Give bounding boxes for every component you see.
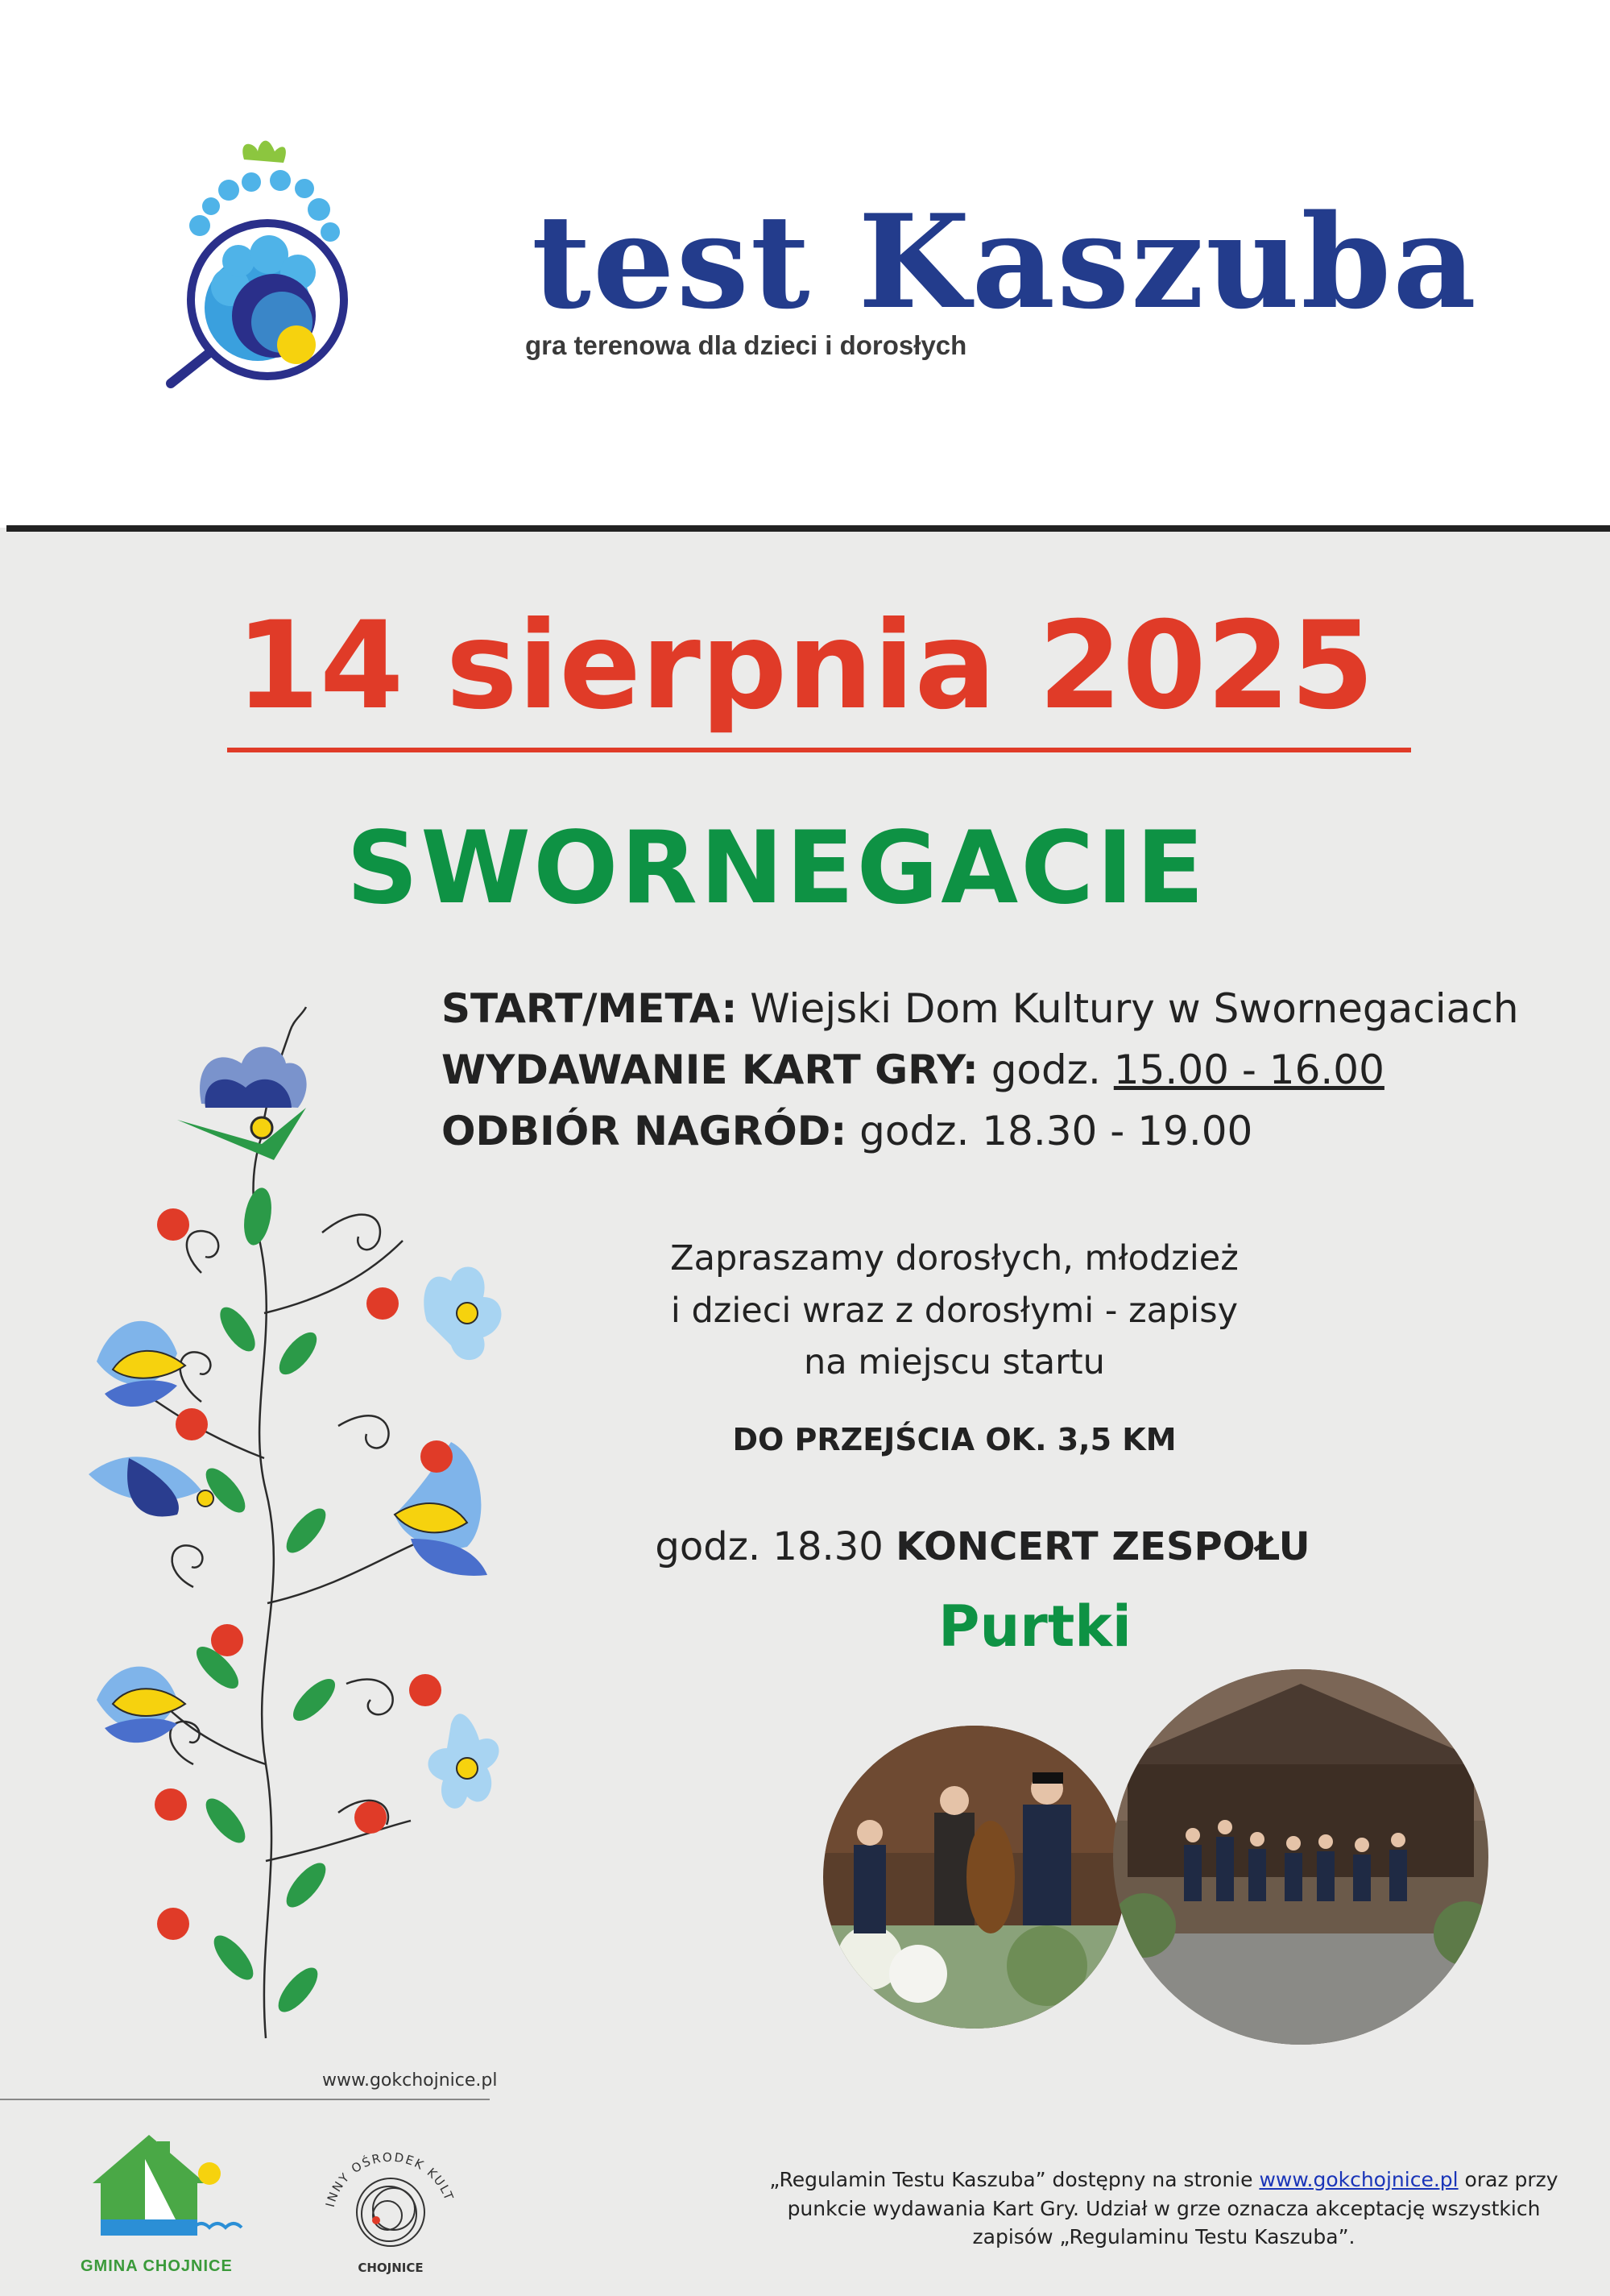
- kashubian-floral-ornament-icon: [81, 975, 596, 2046]
- cards-prefix: godz.: [978, 1046, 1114, 1093]
- start-info-line: [441, 984, 1519, 1033]
- band-photo-left: [822, 1724, 1128, 2030]
- note-part1: „Regulamin Testu Kaszuba” dostępny na stronie: [769, 2168, 1260, 2191]
- regulations-link[interactable]: www.gokchojnice.pl: [1259, 2168, 1459, 2191]
- footer-divider: [0, 2099, 490, 2100]
- house-logo-icon: [81, 2127, 250, 2248]
- prizes-label: ODBIÓR NAGRÓD:: [441, 1108, 847, 1154]
- regulations-note: [745, 2165, 1583, 2252]
- gmina-label: GMINA CHOJNICE: [81, 2257, 233, 2275]
- start-label: START/META:: [441, 985, 738, 1032]
- band-name: Purtki: [938, 1594, 1132, 1660]
- gok-city: CHOJNICE: [358, 2261, 424, 2275]
- invite-line: na miejscu startu: [804, 1342, 1105, 1382]
- band-photo-right: [1111, 1668, 1490, 2046]
- cards-label: WYDAWANIE KART GRY:: [441, 1046, 979, 1093]
- gok-ring-text: INNY OŚRODEK KULT: [322, 2149, 457, 2209]
- website-url[interactable]: www.gokchojnice.pl: [322, 2070, 498, 2091]
- logo-title: test Kaszuba: [532, 186, 1478, 338]
- concert-line: [612, 1524, 1353, 1569]
- date-underline: [227, 748, 1411, 752]
- distance-text: DO PRZEJŚCIA OK. 3,5 KM: [732, 1422, 1177, 1457]
- concert-time: godz. 18.30: [655, 1524, 896, 1569]
- invitation-text: [644, 1233, 1264, 1389]
- gok-logo-icon: [310, 2117, 471, 2278]
- prizes-value: godz. 18.30 - 19.00: [846, 1108, 1253, 1154]
- note-part2: oraz przy punkcie wydawania Kart Gry. Udział w grze oznacza akceptację wszystkich zapisów „Regulaminu Testu Kaszuba”.: [787, 2168, 1558, 2248]
- cards-time: 15.00 - 16.00: [1113, 1046, 1384, 1093]
- invite-line: Zapraszamy dorosłych, młodzież: [670, 1238, 1239, 1279]
- start-value: Wiejski Dom Kultury w Swornegaciach: [737, 985, 1519, 1032]
- magnifier-logo-icon: [161, 129, 515, 467]
- logo-subtitle: gra terenowa dla dzieci i dorosłych: [525, 330, 967, 360]
- gmina-chojnice-logo: [81, 2127, 250, 2275]
- invite-line: i dzieci wraz z dorosłymi - zapisy: [670, 1290, 1239, 1331]
- event-location: SWORNEGACIE: [346, 810, 1207, 926]
- gok-chojnice-logo: [310, 2117, 471, 2278]
- event-date: 14 sierpnia 2025: [235, 596, 1375, 736]
- header-divider: [6, 525, 1610, 532]
- concert-label: KONCERT ZESPOŁU: [896, 1524, 1310, 1569]
